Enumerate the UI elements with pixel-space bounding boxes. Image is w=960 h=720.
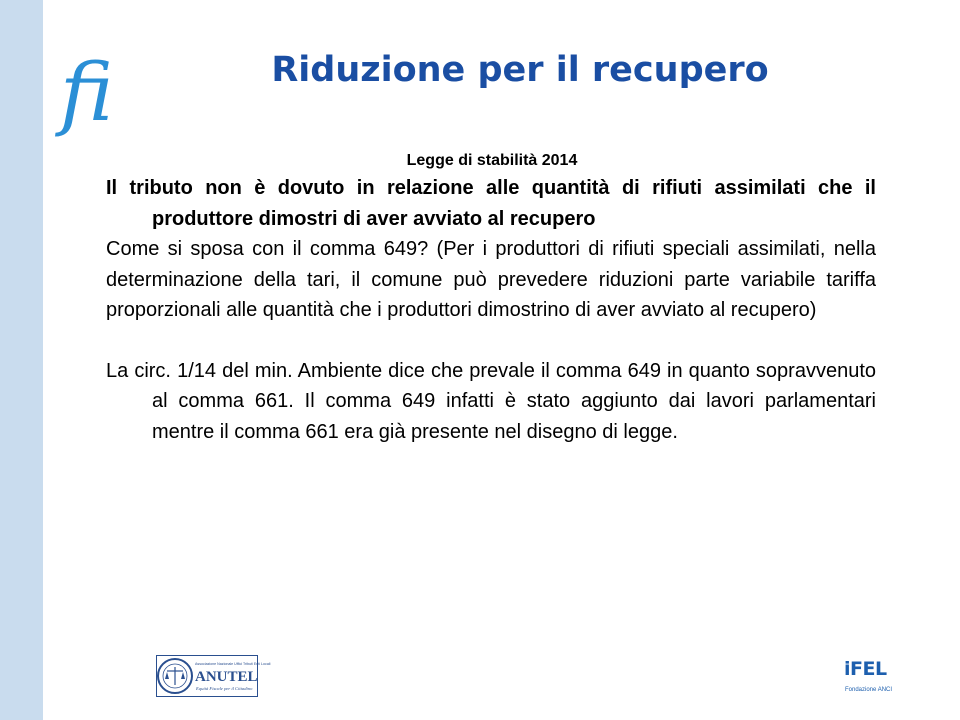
fi-logo-icon — [58, 44, 128, 139]
paragraph-comma-649: Come si sposa con il comma 649? (Per i produttori di rifiuti speciali assimilati, nella determinazione della tari, il comune può prevedere riduzioni parte variabile tariffa proporzionali alle quantità che i produttori dimostrino di aver avviato al recupero) — [106, 238, 876, 321]
slide-title: Riduzione per il recupero — [271, 50, 769, 90]
ifel-logo — [844, 654, 893, 698]
paragraph-tributo: Il tributo non è dovuto in relazione alle quantità di rifiuti assimilati che il produttore dimostri di aver avviato al recupero — [106, 177, 876, 230]
paragraph-circolare: La circ. 1/14 del min. Ambiente dice che prevale il comma 649 in quanto sopravvenuto al comma 661. Il comma 649 infatti è stato aggiunto dai lavori parlamentari mentre il comma 661 era già presente nel disegno di legge. — [106, 359, 876, 443]
svg-text:Equità Fiscale per il Cittadin: Equità Fiscale per il Cittadino — [196, 686, 253, 691]
svg-text:fi: fi — [60, 46, 114, 139]
ifel-logo-word: iFEL — [844, 658, 887, 680]
left-decorative-band — [0, 0, 43, 720]
slide-subtitle: Legge di stabilità 2014 — [406, 152, 578, 169]
slide-body — [106, 173, 876, 447]
anutel-logo — [156, 655, 271, 697]
svg-text:ANUTEL: ANUTEL — [195, 669, 258, 685]
ifel-logo-subtitle: Fondazione ANCI — [845, 687, 893, 693]
svg-text:Associazione Nazionale Uffici: Associazione Nazionale Uffici Tributi Enti Locali — [195, 662, 271, 666]
